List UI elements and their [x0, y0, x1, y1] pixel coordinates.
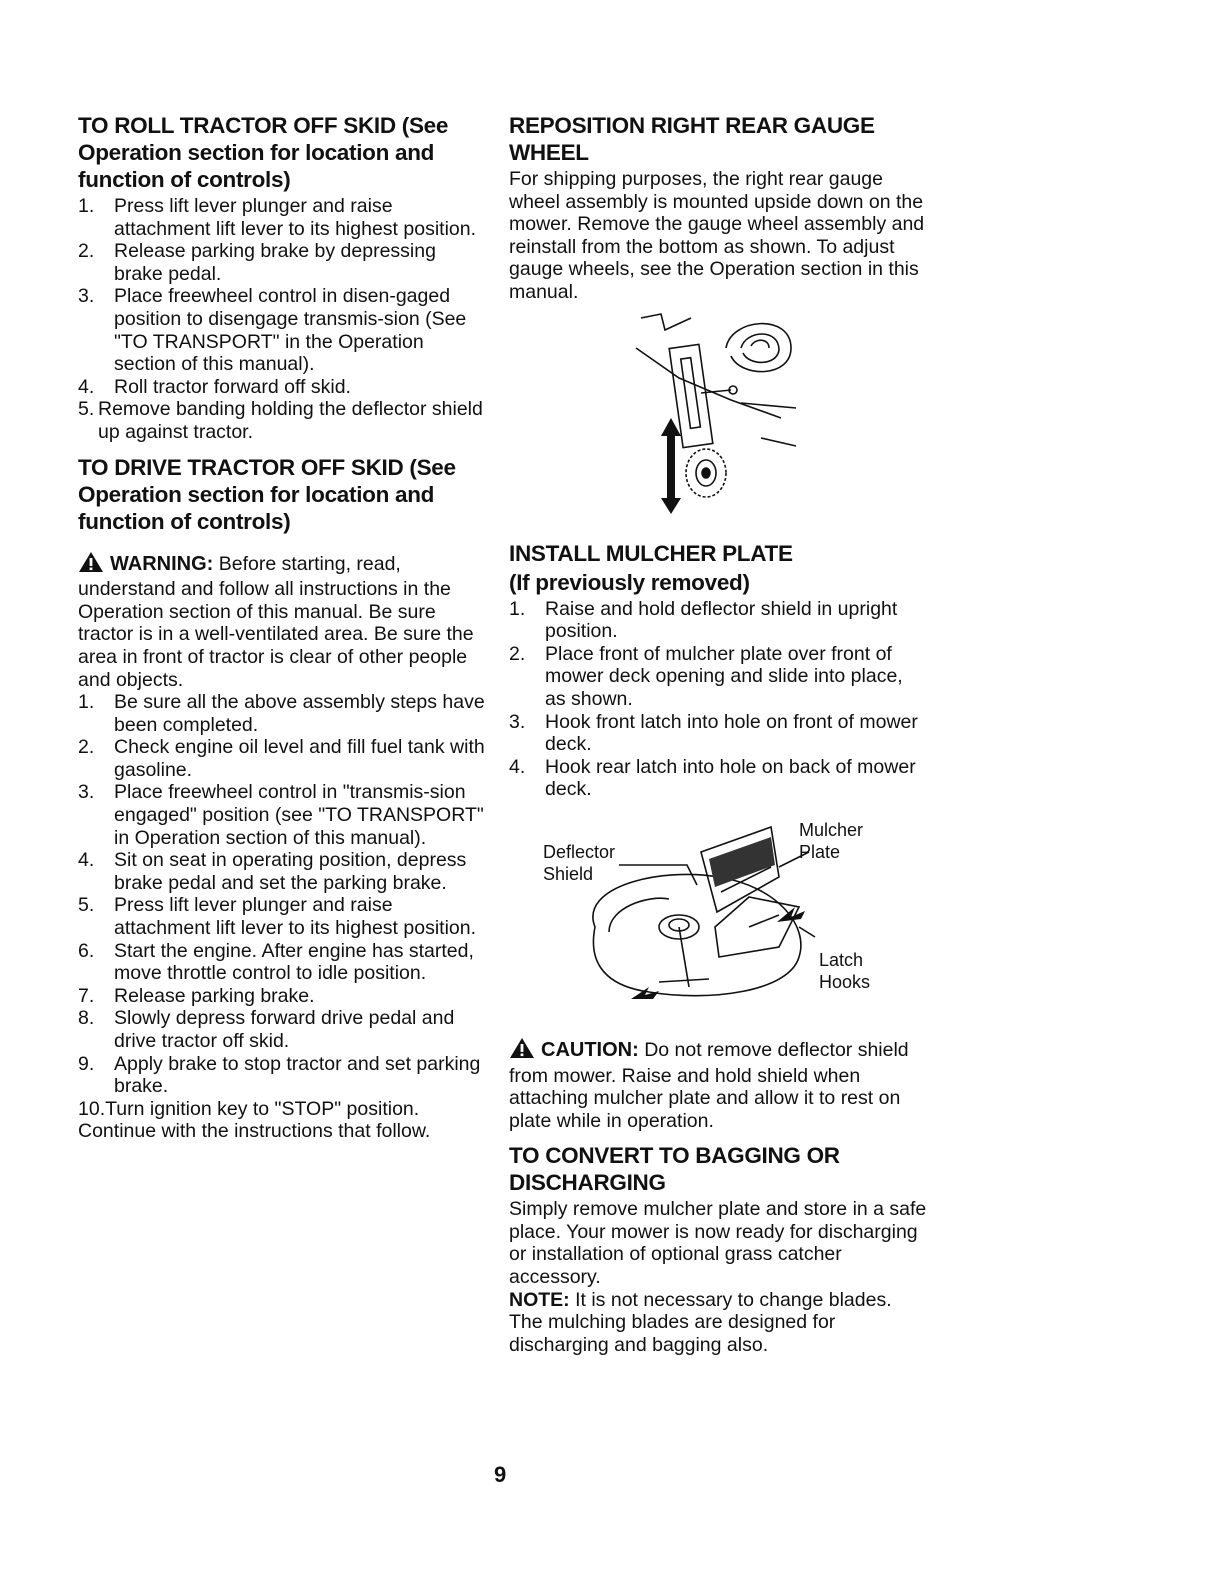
- right-column: [509, 112, 927, 1356]
- mulcher-plate-figure: [509, 807, 927, 1017]
- list-item: 2. Release parking brake by depressing brake pedal.: [78, 240, 436, 285]
- list-item: 3. Hook front latch into hole on front of mower deck.: [509, 710, 918, 756]
- plate-label: Plate: [799, 841, 841, 862]
- list-item: 3. Place freewheel control in disen-gaged position to disengage transmis-sion (See "TO TRANSPORT" in the Operation section of this manual).: [78, 285, 467, 376]
- list-item: 3. Place freewheel control in "transmis-sion engaged" position (see "TO TRANSPORT" in Operation section of this manual).: [78, 781, 484, 849]
- caution-paragraph: CAUTION: Do not remove deflector shield from mower. Raise and hold shield when attaching mulcher plate and allow it to rest on plate while in operation.: [509, 1038, 909, 1132]
- drive-tractor-heading: TO DRIVE TRACTOR OFF SKID (See Operation section for location and function of controls): [78, 454, 456, 534]
- list-item: 1. Press lift lever plunger and raise attachment lift lever to its highest position.: [78, 195, 477, 240]
- hooks-label: Hooks: [819, 971, 871, 992]
- mulcher-steps-list: [509, 598, 927, 801]
- list-item: 6. Start the engine. After engine has started, move throttle control to idle position.: [78, 939, 474, 985]
- list-item: 4. Hook rear latch into hole on back of mower deck.: [509, 755, 916, 801]
- note-paragraph: [509, 1289, 927, 1357]
- list-item: 10.Turn ignition key to "STOP" position.: [78, 1097, 420, 1120]
- note-text: It is not necessary to change blades. The mulching blades are designed for discharging and bagging also.: [509, 1288, 892, 1356]
- gauge-wheel-heading: REPOSITION RIGHT REAR GAUGE WHEEL: [509, 113, 875, 165]
- drive-steps-list: [78, 691, 490, 1120]
- roll-steps-list: [78, 195, 490, 444]
- gauge-wheel-text: For shipping purposes, the right rear gauge wheel assembly is mounted upside down on the mower. Remove the gauge wheel assembly and reinstall from the bottom as shown. To adjust gauge wheels, see the Operation section in this manual.: [509, 168, 925, 303]
- warning-paragraph: WARNING: Before starting, read, understand and follow all instructions in the Operation section of this manual. Be sure tractor is in a well-ventilated area. Be sure the area in front of tractor is clear of other people and objects.: [78, 552, 474, 691]
- list-item: 8. Slowly depress forward drive pedal and drive tractor off skid.: [78, 1007, 455, 1052]
- latch-label: Latch: [819, 949, 864, 970]
- gauge-wheel-illustration: [631, 308, 801, 514]
- caution-triangle-icon: [509, 1037, 535, 1065]
- note-label: NOTE:: [509, 1288, 570, 1311]
- gauge-wheel-figure: [631, 308, 927, 514]
- list-item: 2. Check engine oil level and fill fuel tank with gasoline.: [78, 736, 485, 781]
- warning-triangle-icon: [78, 551, 104, 579]
- deflector-label: Deflector: [543, 841, 616, 862]
- list-item: 5. Remove banding holding the deflector shield up against tractor.: [78, 398, 483, 443]
- list-item: 1. Be sure all the above assembly steps have been completed.: [78, 691, 485, 736]
- continue-text: Continue with the instructions that follow.: [78, 1120, 431, 1143]
- mulcher-heading: INSTALL MULCHER PLATE: [509, 540, 793, 566]
- list-item: 9. Apply brake to stop tractor and set parking brake.: [78, 1052, 481, 1098]
- list-item: 4. Roll tractor forward off skid.: [78, 375, 351, 398]
- list-item: 1. Raise and hold deflector shield in upright position.: [509, 597, 898, 643]
- list-item: 5. Press lift lever plunger and raise attachment lift lever to its highest position.: [78, 894, 477, 940]
- mulcher-label: Mulcher: [799, 819, 864, 840]
- list-item: 2. Place front of mulcher plate over front of mower deck opening and slide into place, as shown.: [509, 642, 903, 710]
- mulcher-subheading: (If previously removed): [509, 569, 750, 595]
- mulcher-plate-illustration: [509, 807, 829, 1017]
- list-item: 4. Sit on seat in operating position, depress brake pedal and set the parking brake.: [78, 849, 467, 894]
- list-item: 7. Release parking brake.: [78, 984, 315, 1007]
- left-column: [78, 112, 490, 1143]
- page-number: 9: [494, 1462, 507, 1487]
- convert-text: Simply remove mulcher plate and store in a safe place. Your mower is now ready for discharging or installation of optional grass catcher accessory.: [509, 1198, 927, 1289]
- shield-label: Shield: [543, 863, 594, 884]
- convert-heading: TO CONVERT TO BAGGING OR DISCHARGING: [509, 1143, 840, 1196]
- roll-tractor-heading: TO ROLL TRACTOR OFF SKID (See Operation section for location and function of controls): [78, 113, 449, 192]
